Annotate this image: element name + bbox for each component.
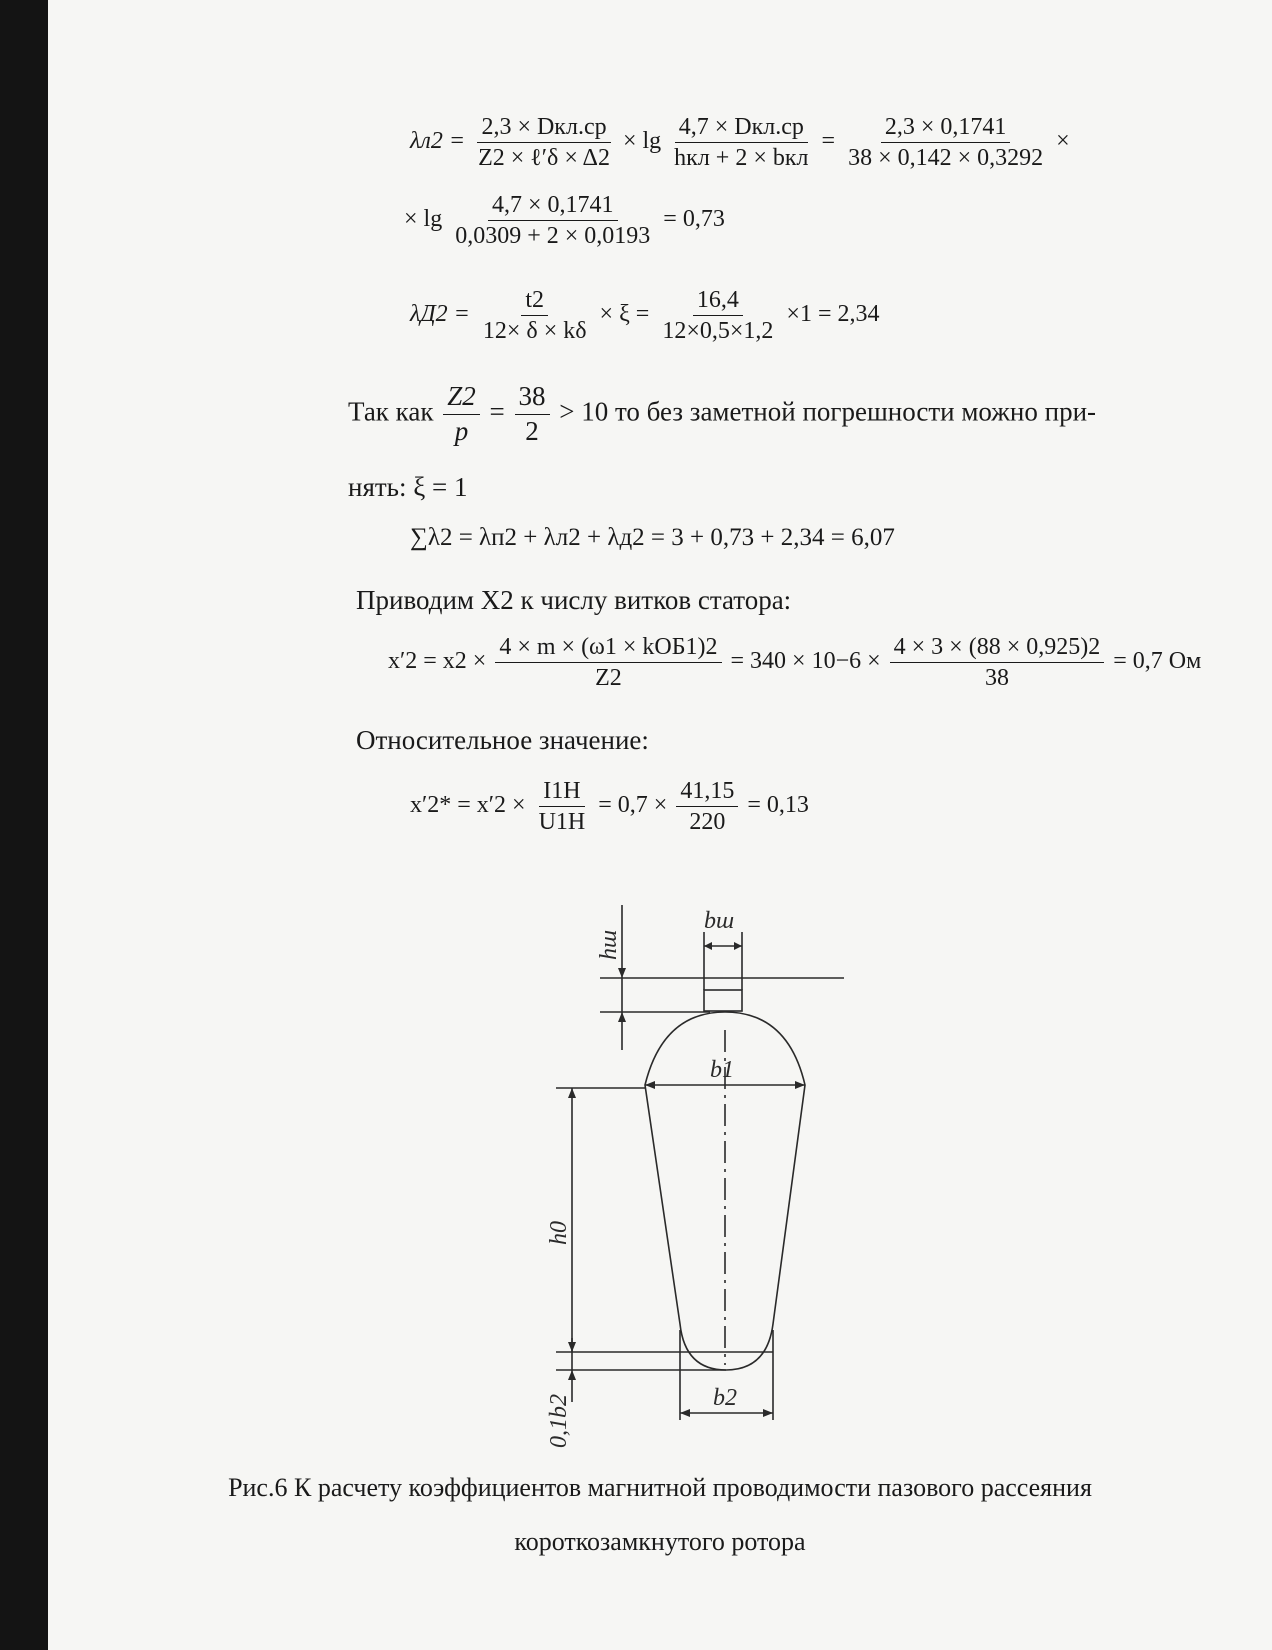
- fraction: [451, 190, 654, 251]
- fraction: [443, 380, 480, 449]
- frac-num: 16,4: [693, 285, 743, 316]
- x2-rel-lhs: x′2* = x′2 ×: [410, 792, 526, 819]
- frac-den: 38 × 0,142 × 0,3292: [848, 145, 1044, 171]
- frac-num: Z2: [443, 380, 480, 415]
- slot-outline: [645, 1012, 805, 1370]
- fraction: [670, 112, 812, 173]
- x2-lhs: x′2 = x2 ×: [388, 648, 487, 675]
- operator: = 340 × 10−6 ×: [730, 648, 881, 675]
- condition-tail: > 10 то без заметной погрешности можно при-: [559, 396, 1097, 427]
- frac-den: U1Н: [538, 809, 586, 835]
- frac-den: 12× δ × kδ: [482, 318, 587, 344]
- result: = 0,13: [747, 792, 809, 819]
- lambda-d2-lhs: λД2 =: [410, 301, 470, 328]
- arrow: [618, 1012, 626, 1022]
- fraction: [844, 112, 1047, 173]
- frac-den: p: [454, 415, 469, 446]
- fraction: [890, 632, 1105, 693]
- arrow: [704, 942, 712, 950]
- result: = 0,7 Ом: [1113, 648, 1202, 675]
- otnos-text: Относительное значение:: [356, 725, 649, 755]
- frac-den: hкл + 2 × bкл: [674, 145, 809, 171]
- frac-num: I1Н: [539, 776, 584, 807]
- arrow: [795, 1081, 805, 1089]
- arrow: [680, 1409, 690, 1417]
- condition-line-2: нять: ξ = 1: [348, 472, 468, 502]
- arrow: [568, 1088, 576, 1098]
- frac-den: 2: [525, 415, 539, 446]
- formula-sum: ∑λ2 = λп2 + λл2 + λд2 = 3 + 0,73 + 2,34 = 6,07: [410, 524, 895, 551]
- frac-num: 2,3 × 0,1741: [881, 112, 1011, 143]
- formula-x2-prime: [388, 632, 1201, 693]
- label-b2-small: 0,1b2: [546, 1394, 572, 1448]
- label-b2: b2: [713, 1385, 737, 1411]
- result: ×1 = 2,34: [786, 301, 880, 328]
- fraction: [479, 285, 591, 346]
- privodim-text: Приводим X2 к числу витков статора:: [356, 585, 792, 615]
- fraction: [474, 112, 614, 173]
- operator: × ξ =: [599, 301, 650, 328]
- frac-den: 38: [984, 665, 1009, 691]
- frac-num: 4 × m × (ω1 × kОБ1)2: [495, 632, 721, 663]
- operator: = 0,7 ×: [598, 792, 668, 819]
- formula-x2-rel: [410, 776, 809, 837]
- frac-den: Z2 × ℓ′δ × Δ2: [478, 145, 610, 171]
- label-hsh: hш: [596, 929, 622, 960]
- page: [48, 0, 1272, 1650]
- frac-num: 2,3 × Dкл.ср: [477, 112, 610, 143]
- frac-den: 0,0309 + 2 × 0,0193: [455, 223, 651, 249]
- frac-num: 4,7 × 0,1741: [488, 190, 618, 221]
- formula-lambda-d2: [410, 285, 879, 346]
- fraction: [658, 285, 777, 346]
- frac-num: 38: [515, 380, 550, 415]
- fraction: [535, 776, 590, 837]
- frac-num: t2: [521, 285, 548, 316]
- book-binding-edge: [0, 0, 48, 1650]
- fraction: [515, 380, 550, 449]
- figure-caption-line2: короткозамкнутого ротора: [514, 1527, 806, 1556]
- label-bsh: bш: [704, 908, 735, 934]
- condition-line: [348, 380, 1096, 449]
- operator: ×: [1056, 128, 1070, 155]
- frac-den: 12×0,5×1,2: [662, 318, 774, 344]
- arrow: [645, 1081, 655, 1089]
- lambda-l2-lhs: λл2 =: [410, 128, 466, 155]
- label-h0: h0: [546, 1221, 572, 1245]
- arrow: [618, 968, 626, 978]
- label-b1: b1: [710, 1057, 734, 1083]
- formula-lambda-l2-line2: [404, 190, 725, 251]
- arrow: [763, 1409, 773, 1417]
- operator: × lg: [404, 206, 443, 233]
- operator: =: [821, 128, 836, 155]
- arrow: [734, 942, 742, 950]
- frac-den: Z2: [595, 665, 622, 691]
- operator: =: [489, 396, 505, 427]
- fraction: [676, 776, 738, 837]
- arrow: [568, 1342, 576, 1352]
- frac-den: 220: [689, 809, 726, 835]
- result: = 0,73: [663, 206, 725, 233]
- frac-num: 41,15: [676, 776, 738, 807]
- operator: × lg: [622, 128, 662, 155]
- slot-opening: [704, 990, 742, 1011]
- frac-num: 4 × 3 × (88 × 0,925)2: [890, 632, 1105, 663]
- arrow: [568, 1370, 576, 1380]
- frac-num: 4,7 × Dкл.ср: [675, 112, 808, 143]
- tak-kak: Так как: [348, 396, 434, 427]
- formula-lambda-l2: [410, 112, 1070, 173]
- figure-caption-line1: Рис.6 К расчету коэффициентов магнитной проводимости пазового рассеяния: [228, 1473, 1092, 1502]
- fraction: [495, 632, 721, 693]
